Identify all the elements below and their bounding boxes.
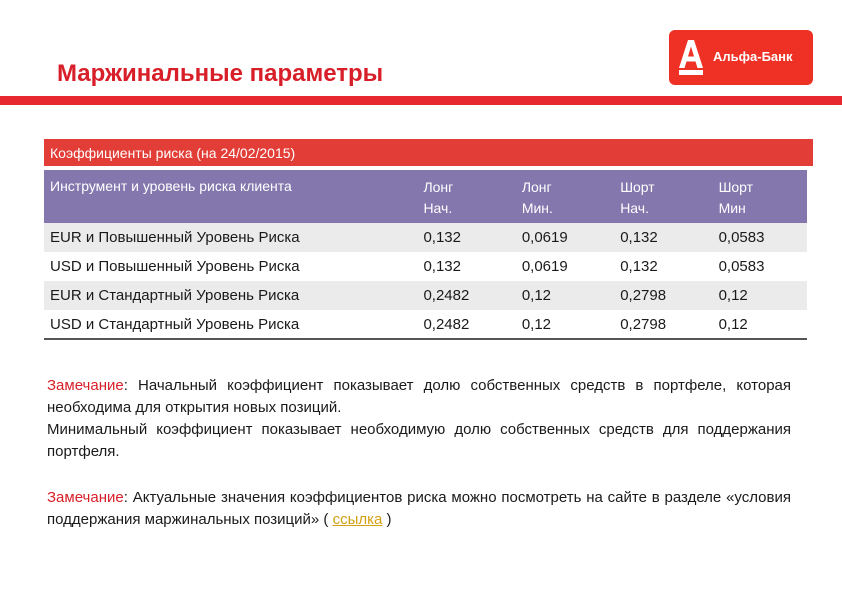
table-row bbox=[44, 223, 807, 252]
cell-long-initial: 0,132 bbox=[423, 258, 461, 275]
alfa-a-icon bbox=[679, 38, 703, 76]
note-text: : Актуальные значения коэффициентов риска можно посмотреть на сайте в разделе «условия поддержания маржинальных позиций» ( bbox=[47, 489, 791, 528]
cell-long-min: 0,12 bbox=[512, 281, 610, 310]
cell-short-initial: 0,132 bbox=[610, 223, 708, 252]
table-row bbox=[44, 281, 807, 310]
header-line: Шорт bbox=[620, 179, 655, 195]
header-line: Мин. bbox=[521, 200, 553, 216]
header-line: Лонг bbox=[521, 179, 552, 195]
header-line: Нач. bbox=[423, 200, 453, 216]
header-divider bbox=[0, 96, 842, 105]
cell-short-initial: 0,132 bbox=[620, 258, 658, 275]
cell-long-min: 0,12 bbox=[512, 310, 610, 339]
table-row bbox=[44, 310, 807, 339]
header-long-initial bbox=[413, 170, 511, 223]
cell-long-min: 0,0619 bbox=[521, 258, 568, 275]
cell-instrument: EUR и Стандартный Уровень Риска bbox=[44, 281, 413, 310]
cell-long-initial: 0,2482 bbox=[413, 281, 511, 310]
header-instrument bbox=[44, 170, 413, 223]
cell-instrument: USD и Стандартный Уровень Риска bbox=[44, 310, 413, 339]
cell-instrument: EUR и Повышенный Уровень Риска bbox=[44, 223, 413, 252]
header-line: Лонг bbox=[423, 179, 454, 195]
page-title: Маржинальные параметры bbox=[57, 60, 384, 87]
alfa-bank-logo bbox=[669, 30, 813, 85]
cell-short-min: 0,12 bbox=[709, 281, 807, 310]
cell-long-initial: 0,132 bbox=[413, 223, 511, 252]
note-initial-coefficient bbox=[47, 375, 791, 419]
note-min-coefficient: Минимальный коэффициент показывает необходимую долю собственных средств для поддержания портфеля. bbox=[47, 421, 791, 460]
header-short-min bbox=[709, 170, 807, 223]
conditions-link[interactable]: ссылка bbox=[332, 511, 383, 528]
header-line: Мин bbox=[718, 200, 746, 216]
cell-short-initial: 0,2798 bbox=[610, 310, 708, 339]
notes-block bbox=[47, 375, 791, 531]
header-instrument-label: Инструмент и уровень риска клиента bbox=[50, 178, 292, 194]
note-text: : Начальный коэффициент показывает долю собственных средств в портфеле, которая необходима для открытия новых позиций. bbox=[47, 377, 791, 416]
cell-short-min: 0,12 bbox=[709, 310, 807, 339]
cell-long-min: 0,0619 bbox=[512, 223, 610, 252]
cell-short-min: 0,0583 bbox=[709, 223, 807, 252]
header-short-initial bbox=[610, 170, 708, 223]
note-label: Замечание bbox=[47, 489, 124, 506]
cell-long-initial: 0,2482 bbox=[413, 310, 511, 339]
table-caption: Коэффициенты риска (на 24/02/2015) bbox=[44, 139, 813, 166]
cell-instrument: USD и Повышенный Уровень Риска bbox=[50, 258, 300, 275]
cell-short-min: 0,0583 bbox=[718, 258, 765, 275]
note-current-values bbox=[47, 487, 791, 531]
cell-short-initial: 0,2798 bbox=[610, 281, 708, 310]
note-text-end: ) bbox=[382, 511, 392, 528]
header-line: Нач. bbox=[620, 200, 649, 216]
table-header-row bbox=[44, 170, 807, 223]
header-long-min bbox=[512, 170, 610, 223]
spacer bbox=[47, 463, 791, 487]
note-label: Замечание bbox=[47, 377, 124, 394]
table-row bbox=[44, 252, 807, 281]
logo-text: Альфа-Банк bbox=[713, 49, 793, 64]
header-line: Шорт bbox=[718, 179, 754, 195]
risk-coefficients-table bbox=[44, 170, 807, 340]
